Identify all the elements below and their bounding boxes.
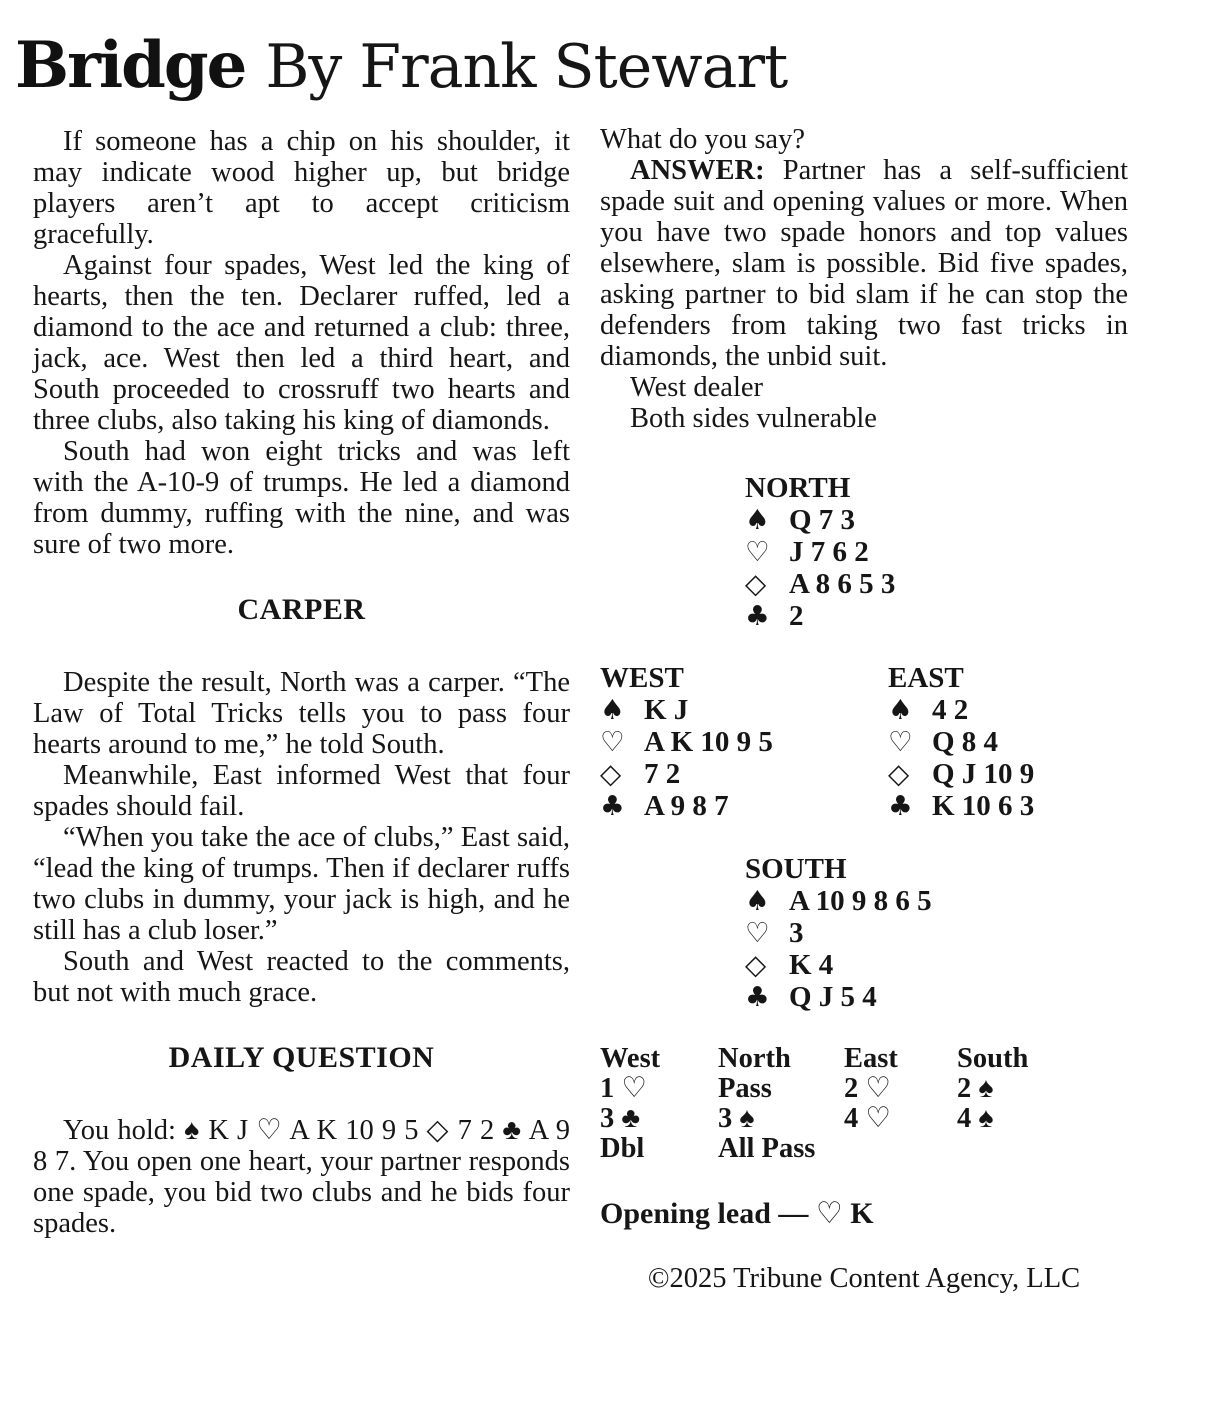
bid-cell: All Pass [718,1133,816,1164]
east-clubs-line [888,790,1128,822]
west-hand [600,662,888,822]
bid-cell: 2 ♡ [844,1073,891,1104]
west-label: WEST [600,662,684,694]
west-hearts-line [600,726,888,758]
answer-text: Partner has a self-sufficient spade suit and opening values or more. When you have two spade honors and top values elsewhere, slam is possible. Bid five spades, asking partner to bid slam if he can stop the defenders from taking two fast tricks in diamonds, the unbid suit. [600,155,1128,372]
south-diamonds-cards: K 4 [789,949,834,981]
west-hearts-cards: A K 10 9 5 [644,726,773,758]
bid-cell: Dbl [600,1133,645,1164]
west-east-row [600,662,1128,822]
club-icon: ♣ [600,790,625,822]
bid-cell: 3 ♠ [718,1103,755,1134]
north-diamonds-cards: A 8 6 5 3 [789,568,896,600]
south-clubs-cards: Q J 5 4 [789,981,877,1013]
diamond-icon: ◇ [745,949,767,981]
bid-cell: 1 ♡ [600,1073,647,1104]
copyright-line: ©2025 Tribune Content Agency, LLC [647,1263,1081,1294]
north-diamonds-line [745,568,1128,600]
west-diamonds-cards: 7 2 [644,758,681,790]
bidding-header-west: West [600,1043,661,1074]
diamond-icon: ◇ [888,758,910,790]
east-hearts-cards: Q 8 4 [932,726,999,758]
east-diamonds-cards: Q J 10 9 [932,758,1035,790]
opening-lead-label: Opening lead — [600,1197,809,1230]
section-heading-daily-question: DAILY QUESTION [168,1041,435,1074]
club-icon: ♣ [745,981,770,1013]
north-label: NORTH [745,472,851,504]
left-column [33,126,570,1239]
club-icon: ♣ [888,790,913,822]
answer-label: ANSWER: [630,155,765,186]
bid-cell: 2 ♠ [957,1073,994,1104]
west-clubs-line [600,790,888,822]
north-spades-cards: Q 7 3 [789,504,856,536]
north-clubs-line [745,600,1128,632]
south-hearts-line [745,917,1128,949]
bid-cell [844,1134,957,1164]
masthead [15,28,788,103]
opening-lead-card: ♡ K [815,1197,874,1230]
north-clubs-cards: 2 [789,600,804,632]
west-spades-line [600,694,888,726]
paragraph-intro: If someone has a chip on his shoulder, it may indicate wood higher up, but bridge players aren’t apt to accept criticism gracefully. [33,126,570,250]
heart-icon: ♡ [745,536,770,568]
east-label: EAST [888,662,964,694]
spade-icon: ♠ [600,694,625,726]
heart-icon: ♡ [600,726,625,758]
west-spades-cards: K J [644,694,689,726]
right-column [600,124,1128,1294]
bid-cell: 4 ♠ [957,1103,994,1134]
north-hand [745,472,1128,632]
diamond-icon: ◇ [745,568,767,600]
paragraph-answer [600,155,1128,372]
heart-icon: ♡ [745,917,770,949]
paragraph-east-quote: “When you take the ace of clubs,” East said, “lead the king of trumps. Then if declarer ruffs two clubs in dummy, your jack is high, and he still has a club loser.” [33,822,570,946]
bid-cell [957,1134,1128,1164]
paragraph-tricks: South had won eight tricks and was left with the A-10-9 of trumps. He led a diamond from dummy, ruffing with the nine, and was sure of two more. [33,436,570,560]
south-diamonds-line [745,949,1128,981]
bid-cell: 4 ♡ [844,1103,891,1134]
bidding-header-north: North [718,1043,791,1074]
opening-lead-line [600,1198,1128,1230]
east-clubs-cards: K 10 6 3 [932,790,1035,822]
north-hearts-cards: J 7 6 2 [789,536,869,568]
south-spades-cards: A 10 9 8 6 5 [789,885,932,917]
bid-cell: Pass [718,1073,772,1104]
column-title: Bridge [15,28,246,103]
east-hearts-line [888,726,1128,758]
question-continuation: What do you say? [600,124,805,155]
column-byline: By Frank Stewart [265,32,788,102]
spade-icon: ♠ [745,885,770,917]
heart-icon: ♡ [888,726,913,758]
south-hand [745,853,1128,1013]
paragraph-meanwhile: Meanwhile, East informed West that four spades should fail. [33,760,570,822]
dealer-line: West dealer [630,372,764,403]
club-icon: ♣ [745,600,770,632]
section-heading-carper: CARPER [237,593,366,626]
north-hearts-line [745,536,1128,568]
diamond-icon: ◇ [600,758,622,790]
south-clubs-line [745,981,1128,1013]
bid-cell: 3 ♣ [600,1103,641,1134]
paragraph-you-hold: You hold: ♠ K J ♡ A K 10 9 5 ◇ 7 2 ♣ A 9 8 7. You open one heart, your partner responds one spade, you bid two clubs and he bids four spades. [33,1115,570,1239]
bidding-table [600,1044,1128,1164]
south-hearts-cards: 3 [789,917,804,949]
bidding-header-east: East [844,1043,898,1074]
east-hand [888,662,1128,822]
spade-icon: ♠ [745,504,770,536]
deal-diagram [600,472,1128,1013]
east-diamonds-line [888,758,1128,790]
north-spades-line [745,504,1128,536]
bidding-header-south: South [957,1043,1029,1074]
south-spades-line [745,885,1128,917]
paragraph-reaction: South and West reacted to the comments, but not with much grace. [33,946,570,1008]
south-label: SOUTH [745,853,847,885]
spade-icon: ♠ [888,694,913,726]
paragraph-play: Against four spades, West led the king of hearts, then the ten. Declarer ruffed, led a diamond to the ace and returned a club: three, jack, ace. West then led a third heart, and South proceeded to crossruff two hearts and three clubs, also taking his king of diamonds. [33,250,570,436]
west-clubs-cards: A 9 8 7 [644,790,729,822]
east-spades-cards: 4 2 [932,694,969,726]
west-diamonds-line [600,758,888,790]
paragraph-carper: Despite the result, North was a carper. “The Law of Total Tricks tells you to pass four hearts around to me,” he told South. [33,667,570,760]
east-spades-line [888,694,1128,726]
vulnerability-line: Both sides vulnerable [630,403,877,434]
